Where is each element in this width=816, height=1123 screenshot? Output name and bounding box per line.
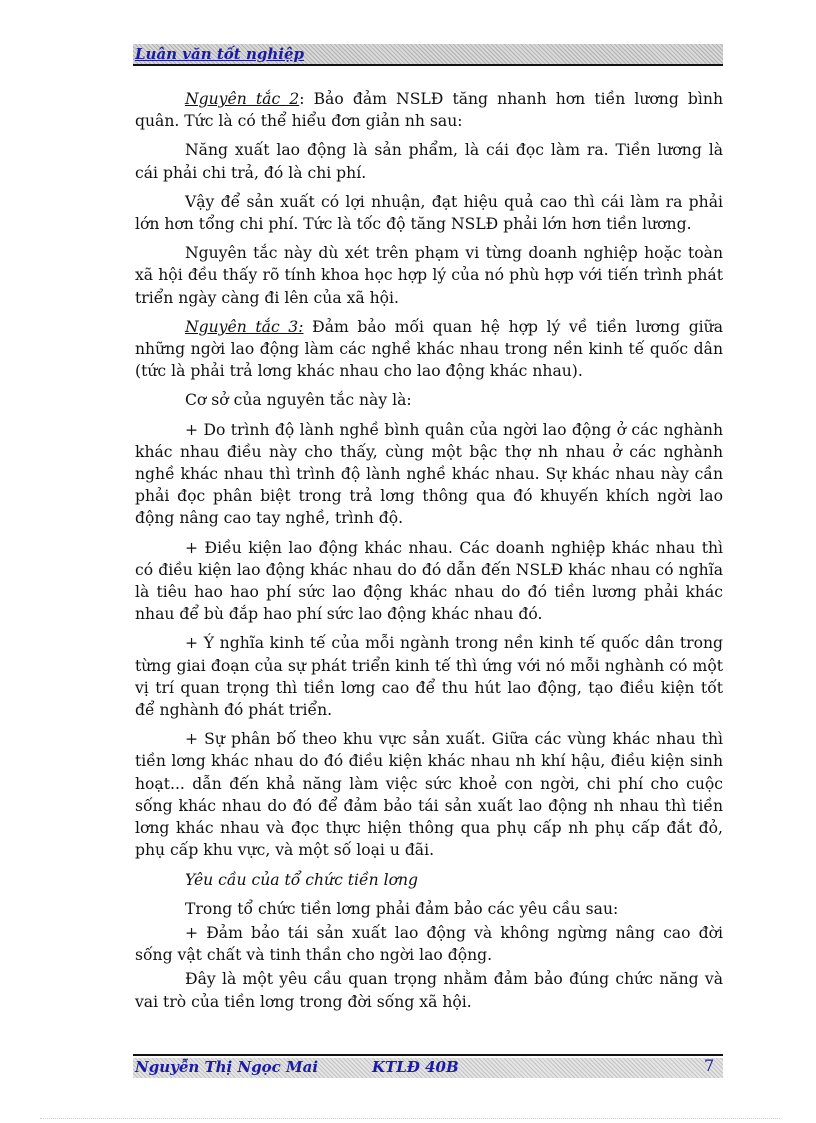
principle-2-text: : Bảo đảm NSLĐ tăng nhanh hơn tiền lương bình quân. Tức là có thể hiểu đơn giản nh sau: [135, 90, 723, 131]
page-body [135, 88, 723, 1020]
bottom-border [40, 1118, 780, 1119]
principle-2-label: Nguyên tắc 2 [185, 90, 300, 108]
footer-author: Nguyễn Thị Ngọc Mai [135, 1058, 319, 1076]
paragraph: + Ý nghĩa kinh tế của mỗi ngành trong nền kinh tế quốc dân trong từng giai đoạn của sự phát triển kinh tế thì ứng với nó mỗi nghành có một vị trí quan trọng thì tiền lơng cao để thu hút lao động, tạo điều kiện tốt để nghành đó phát triển. [135, 634, 723, 720]
paragraph: Vậy để sản xuất có lợi nhuận, đạt hiệu quả cao thì cái làm ra phải lớn hơn tổng chi phí. Tức là tốc độ tăng NSLĐ phải lớn hơn tiền lương. [135, 192, 723, 234]
header-rule [133, 64, 723, 66]
footer-rule [133, 1054, 723, 1056]
paragraph: + Sự phân bố theo khu vực sản xuất. Giữa các vùng khác nhau thì tiền lơng khác nhau do đó điều kiện khác nhau nh khí hậu, điều kiện sinh hoạt... dẫn đến khả năng làm việc sức khoẻ con ngời, chi phí cho cuộc sống khác nhau do đó để đảm bảo tái sản xuất lao động nh nhau thì tiền lơng khác nhau và đọc thực hiện thông qua phụ cấp nh phụ cấp đắt đỏ, phụ cấp khu vực, và một số loại u đãi. [135, 730, 723, 860]
paragraph-principle-3 [135, 316, 723, 383]
paragraph: + Đảm bảo tái sản xuất lao động và không ngừng nâng cao đời sống vật chất và tinh thần cho ngời lao động. [135, 923, 723, 965]
paragraph: + Điều kiện lao động khác nhau. Các doanh nghiệp khác nhau thì có điều kiện lao động khác nhau do đó dẫn đến NSLĐ khác nhau có nghĩa là tiêu hao hao phí sức lao động khác nhau do đó tiền lương phải khác nhau để bù đắp hao phí sức lao động khác nhau đó. [135, 538, 723, 624]
page-number: 7 [704, 1056, 715, 1075]
section-heading: Yêu cầu của tổ chức tiền lơng [185, 870, 419, 889]
footer-class: KTLĐ 40B [372, 1058, 459, 1076]
paragraph: Năng xuất lao động là sản phẩm, là cái đọc làm ra. Tiền lương là cái phải chi trả, đó là chi phí. [135, 141, 723, 182]
header-title: Luân văn tốt nghiệp [135, 45, 304, 63]
paragraph: Đây là một yêu cầu quan trọng nhằm đảm bảo đúng chức năng và vai trò của tiền lơng trong đời sống xã hội. [135, 970, 723, 1011]
paragraph: + Do trình độ lành nghề bình quân của ngời lao động ở các nghành khác nhau điều này cho thấy, cùng một bậc thợ nh nhau ở các nghành nghề khác nhau thì trình độ lành nghề khác nhau. Sự khác nhau này cần phải đọc phân biệt trong trả lơng thông qua đó khuyến khích ngời lao động nâng cao tay nghề, trình độ. [135, 420, 723, 528]
paragraph: Nguyên tắc này dù xét trên phạm vi từng doanh nghiệp hoặc toàn xã hội đều thấy rõ tính khoa học hợp lý của nó phù hợp với tiến trình phát triển ngày càng đi lên của xã hội. [135, 244, 723, 307]
paragraph-principle-2 [135, 88, 723, 132]
principle-3-text: Đảm bảo mối quan hệ hợp lý về tiền lương giữa những ngời lao động làm các nghề khác nhau trong nền kinh tế quốc dân (tức là phải trả lơng khác nhau cho lao động khác nhau). [135, 317, 724, 381]
paragraph: Cơ sở của nguyên tắc này là: [185, 391, 412, 410]
paragraph: Trong tổ chức tiền lơng phải đảm bảo các yêu cầu sau: [185, 899, 619, 918]
principle-3-label: Nguyên tắc 3: [185, 317, 304, 336]
